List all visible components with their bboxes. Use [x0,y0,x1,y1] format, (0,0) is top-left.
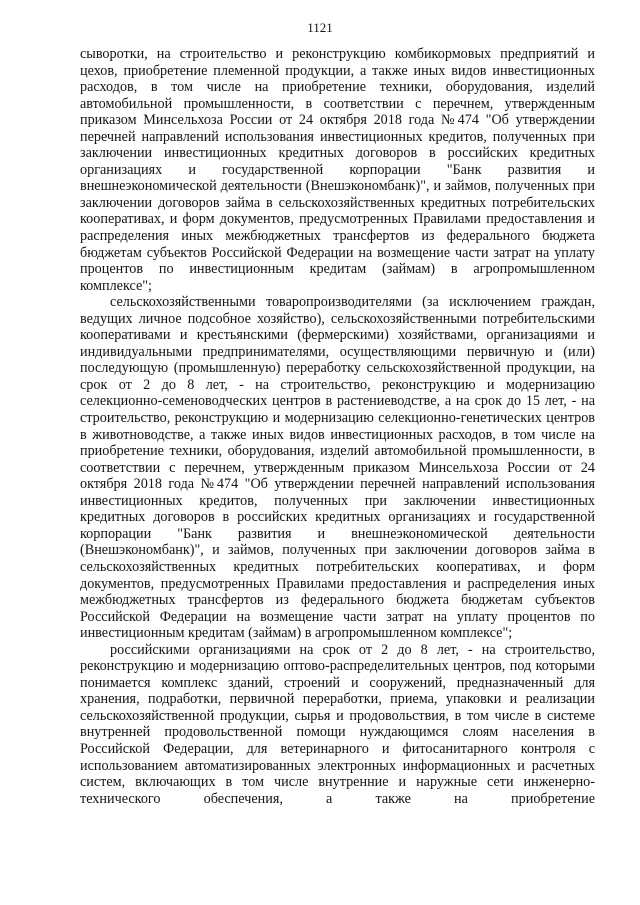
body-text [80,46,595,807]
page-number: 1121 [307,20,333,35]
paragraph-agricultural-producers: сельскохозяйственными товаропроизводителями (за исключением граждан, ведущих личное подсобное хозяйство), сельскохозяйственными потребительскими кооперативами и крестьянскими (фермерскими) хозяйствами, организациями и индивидуальными предпринимателями, осуществляющими первичную и (или) последующую (промышленную) переработку сельскохозяйственной продукции, на срок от 2 до 8 лет, - на строительство, реконструкцию и модернизацию селекционно-семеноводческих центров в растениеводстве, а на срок до 15 лет, - на строительство, реконструкцию и модернизацию селекционно-генетических центров в животноводстве, а также иных видов инвестиционных расходов, в том числе на приобретение техники, оборудования, изделий автомобильной промышленности, в соответствии с перечнем, утвержденным приказом Минсельхоза России от 24 октября 2018 года №474 "Об утверждении перечней направлений использования инвестиционных кредитов, полученных при заключении инвестиционных кредитных договоров в российских кредитных организациях и государственной корпорации "Банк развития и внешнеэкономической деятельности (Внешэкономбанк)", и займов, полученных при заключении договоров займа в сельскохозяйственных кредитных потребительских кооперативах, и форм документов, предусмотренных Правилами предоставления и распределения иных межбюджетных трансфертов из федерального бюджета бюджетам субъектов Российской Федерации на возмещение части затрат на уплату процентов по инвестиционным кредитам (займам) в агропромышленном комплексе"; [80,294,595,642]
paragraph-russian-organizations: российскими организациями на срок от 2 до 8 лет, - на строительство, реконструкцию и модернизацию оптово-распределительных центров, под которыми понимается комплекс зданий, строений и сооружений, предназначенный для хранения, подработки, первичной переработки, приема, упаковки и реализации сельскохозяйственной продукции, сырья и продовольствия, в том числе в системе внутренней продовольственной помощи нуждающимся слоям населения в Российской Федерации, для ветеринарного и фитосанитарного контроля с использованием автоматизированных электронных информационных и расчетных систем, включающих в том числе внутренние и наружные сети инженерно-технического обеспечения, а также на приобретение [80,641,595,807]
paragraph-continuation: сыворотки, на строительство и реконструкцию комбикормовых предприятий и цехов, приобретение племенной продукции, а также иных видов инвестиционных расходов, в том числе на приобретение техники, оборудования, изделий автомобильной промышленности, в соответствии с перечнем, утвержденным приказом Минсельхоза России от 24 октября 2018 года №474 "Об утверждении перечней направлений использования инвестиционных кредитов, полученных при заключении инвестиционных кредитных договоров в российских кредитных организациях и государственной корпорации "Банк развития и внешнеэкономической деятельности (Внешэкономбанк)", и займов, полученных при заключении договоров займа в сельскохозяйственных кредитных потребительских кооперативах, и форм документов, предусмотренных Правилами предоставления и распределения иных межбюджетных трансфертов из федерального бюджета бюджетам субъектов Российской Федерации на возмещение части затрат на уплату процентов по инвестиционным кредитам (займам) в агропромышленном комплексе"; [80,46,595,294]
